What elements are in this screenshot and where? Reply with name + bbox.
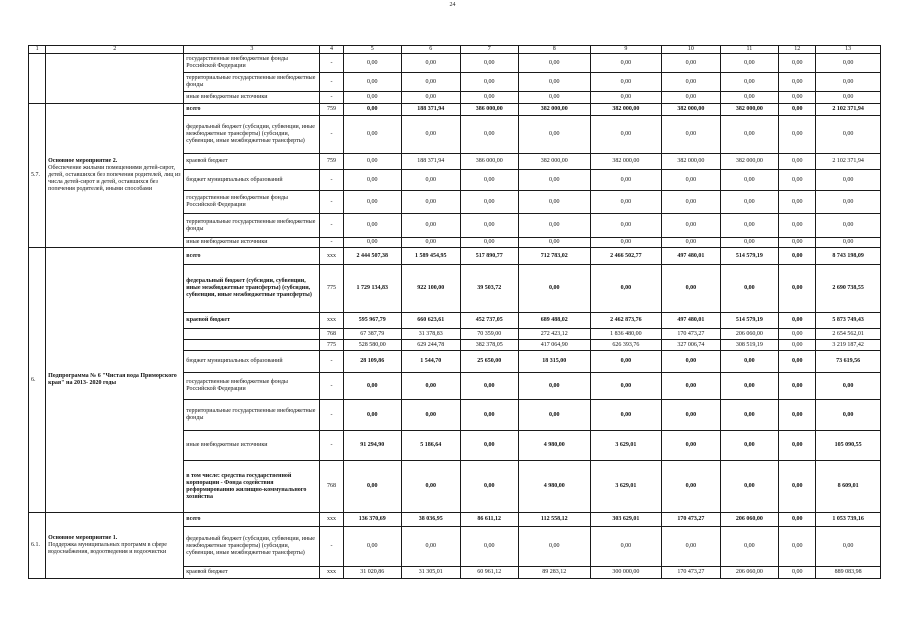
value-cell: 0,00 <box>779 92 816 104</box>
value-cell: 0,00 <box>662 431 720 461</box>
total-cell: 3 219 187,42 <box>816 340 881 351</box>
funding-source: федеральный бюджет (субсидии, субвенции, иные межбюджетные трансферты) (субсидии, субвенции, иные межбюджетные трансферты) <box>184 265 320 313</box>
value-cell: 1 729 134,83 <box>343 265 401 313</box>
total-cell: 2 654 562,01 <box>816 329 881 340</box>
value-cell: 0,00 <box>779 104 816 116</box>
funding-source: в том числе: средства государственной корпорации - Фонда содействия реформированию жилищно-коммунального хозяйства <box>184 461 320 513</box>
value-cell: 0,00 <box>779 238 816 248</box>
value-cell: 0,00 <box>662 373 720 400</box>
row-number-cell: 6. <box>29 248 46 513</box>
value-cell: 25 650,00 <box>460 351 518 373</box>
funding-source: федеральный бюджет (субсидии, субвенции, иные межбюджетные трансферты) (субсидии, субвенции, иные межбюджетные трансферты) <box>184 116 320 154</box>
code-cell: 768 <box>320 329 343 340</box>
value-cell: 382 000,00 <box>590 154 662 170</box>
value-cell: 0,00 <box>343 54 401 73</box>
code-cell: 775 <box>320 340 343 351</box>
value-cell: 0,00 <box>460 461 518 513</box>
program-title: Основное мероприятие 2. <box>48 158 118 164</box>
value-cell: 272 423,12 <box>518 329 590 340</box>
value-cell: 170 473,27 <box>662 567 720 579</box>
value-cell: 0,00 <box>590 238 662 248</box>
value-cell: 0,00 <box>460 54 518 73</box>
value-cell: 136 370,69 <box>343 513 401 527</box>
value-cell: 0,00 <box>518 214 590 238</box>
value-cell: 1 589 454,95 <box>402 248 460 265</box>
value-cell: 0,00 <box>590 54 662 73</box>
value-cell: 0,00 <box>343 92 401 104</box>
code-cell: - <box>320 373 343 400</box>
code-cell: - <box>320 54 343 73</box>
value-cell: 382 000,00 <box>720 104 778 116</box>
table-row <box>29 248 881 265</box>
header-cell: 1 <box>29 46 46 54</box>
value-cell: 327 006,74 <box>662 340 720 351</box>
table-row <box>29 104 881 116</box>
program-description: Поддержка муниципальных программ в сфере водоснабжения, водоотведения и водоочистки <box>48 542 167 555</box>
value-cell: 0,00 <box>343 170 401 191</box>
total-cell: 0,00 <box>816 191 881 214</box>
value-cell: 0,00 <box>343 461 401 513</box>
value-cell: 91 294,90 <box>343 431 401 461</box>
program-cell <box>46 104 184 248</box>
value-cell: 386 000,00 <box>460 104 518 116</box>
value-cell: 0,00 <box>779 567 816 579</box>
header-row <box>29 46 881 54</box>
value-cell: 0,00 <box>343 400 401 431</box>
value-cell: 0,00 <box>518 527 590 567</box>
value-cell: 517 890,77 <box>460 248 518 265</box>
value-cell: 0,00 <box>779 154 816 170</box>
total-cell: 0,00 <box>816 54 881 73</box>
value-cell: 0,00 <box>720 461 778 513</box>
code-cell: xxx <box>320 313 343 329</box>
value-cell: 188 371,94 <box>402 104 460 116</box>
value-cell: 18 315,00 <box>518 351 590 373</box>
value-cell: 303 629,01 <box>590 513 662 527</box>
value-cell: 0,00 <box>518 170 590 191</box>
value-cell: 0,00 <box>720 191 778 214</box>
value-cell: 922 100,00 <box>402 265 460 313</box>
code-cell: - <box>320 73 343 92</box>
total-cell: 0,00 <box>816 73 881 92</box>
value-cell: 0,00 <box>779 340 816 351</box>
value-cell: 0,00 <box>590 373 662 400</box>
code-cell: xxx <box>320 248 343 265</box>
total-cell: 73 619,56 <box>816 351 881 373</box>
value-cell: 0,00 <box>590 400 662 431</box>
value-cell: 0,00 <box>779 461 816 513</box>
funding-source: всего <box>184 104 320 116</box>
value-cell: 112 558,12 <box>518 513 590 527</box>
value-cell: 0,00 <box>720 54 778 73</box>
total-cell: 0,00 <box>816 373 881 400</box>
funding-source: иные внебюджетные источники <box>184 92 320 104</box>
value-cell: 0,00 <box>590 351 662 373</box>
value-cell: 0,00 <box>402 461 460 513</box>
funding-source: иные внебюджетные источники <box>184 238 320 248</box>
value-cell: 0,00 <box>720 116 778 154</box>
program-title: Основное мероприятие 1. <box>48 535 118 541</box>
value-cell: 0,00 <box>402 92 460 104</box>
total-cell: 0,00 <box>816 92 881 104</box>
value-cell: 0,00 <box>402 373 460 400</box>
value-cell: 2 444 507,38 <box>343 248 401 265</box>
value-cell: 0,00 <box>662 170 720 191</box>
row-number-cell <box>29 54 46 104</box>
total-cell: 2 102 371,94 <box>816 154 881 170</box>
value-cell: 0,00 <box>402 73 460 92</box>
value-cell: 0,00 <box>779 351 816 373</box>
code-cell: 759 <box>320 104 343 116</box>
total-cell: 1 053 739,16 <box>816 513 881 527</box>
value-cell: 382 000,00 <box>590 104 662 116</box>
value-cell: 0,00 <box>779 170 816 191</box>
value-cell: 1 836 480,00 <box>590 329 662 340</box>
value-cell: 0,00 <box>662 73 720 92</box>
value-cell: 0,00 <box>662 400 720 431</box>
value-cell: 0,00 <box>460 92 518 104</box>
header-cell: 11 <box>720 46 778 54</box>
value-cell: 3 629,01 <box>590 431 662 461</box>
code-cell: xxx <box>320 567 343 579</box>
value-cell: 0,00 <box>779 373 816 400</box>
funding-source: территориальные государственные внебюджетные фонды <box>184 400 320 431</box>
value-cell: 206 060,00 <box>720 513 778 527</box>
value-cell: 0,00 <box>662 265 720 313</box>
value-cell: 5 186,64 <box>402 431 460 461</box>
value-cell: 0,00 <box>779 73 816 92</box>
value-cell: 514 579,19 <box>720 248 778 265</box>
value-cell: 0,00 <box>343 191 401 214</box>
funding-source: краевой бюджет <box>184 567 320 579</box>
value-cell: 0,00 <box>518 116 590 154</box>
value-cell: 417 064,90 <box>518 340 590 351</box>
total-cell: 8 609,01 <box>816 461 881 513</box>
header-cell: 3 <box>184 46 320 54</box>
program-cell: Подпрограмма № 6 "Чистая вода Приморского края" на 2013- 2020 годы <box>46 248 184 513</box>
value-cell: 0,00 <box>343 238 401 248</box>
code-cell: - <box>320 214 343 238</box>
total-cell: 889 083,98 <box>816 567 881 579</box>
value-cell: 528 580,00 <box>343 340 401 351</box>
program-cell <box>46 513 184 579</box>
funding-source: государственные внебюджетные фонды Российской Федерации <box>184 191 320 214</box>
value-cell: 0,00 <box>343 373 401 400</box>
value-cell: 0,00 <box>779 214 816 238</box>
code-cell: - <box>320 527 343 567</box>
value-cell: 0,00 <box>590 116 662 154</box>
value-cell: 0,00 <box>779 191 816 214</box>
code-cell: - <box>320 431 343 461</box>
value-cell: 4 980,00 <box>518 461 590 513</box>
value-cell: 300 000,00 <box>590 567 662 579</box>
program-description: Обеспечение жилыми помещениями детей-сирот, детей, оставшихся без попечения родителей, лиц из числа детей-сирот и детей, оставшихся без попечения родителей, иными способами <box>48 165 181 192</box>
value-cell: 170 473,27 <box>662 513 720 527</box>
value-cell: 0,00 <box>779 527 816 567</box>
code-cell: - <box>320 116 343 154</box>
value-cell: 0,00 <box>402 238 460 248</box>
row-number-cell: 5.7. <box>29 104 46 248</box>
total-cell: 2 690 738,55 <box>816 265 881 313</box>
value-cell: 0,00 <box>590 265 662 313</box>
value-cell: 0,00 <box>460 116 518 154</box>
value-cell: 0,00 <box>343 214 401 238</box>
code-cell: 775 <box>320 265 343 313</box>
value-cell: 70 359,00 <box>460 329 518 340</box>
value-cell: 86 611,12 <box>460 513 518 527</box>
value-cell: 689 488,02 <box>518 313 590 329</box>
value-cell: 0,00 <box>402 170 460 191</box>
value-cell: 0,00 <box>460 191 518 214</box>
value-cell: 0,00 <box>662 191 720 214</box>
value-cell: 382 000,00 <box>720 154 778 170</box>
funding-source: иные внебюджетные источники <box>184 431 320 461</box>
value-cell: 382 378,05 <box>460 340 518 351</box>
value-cell: 206 060,00 <box>720 329 778 340</box>
value-cell: 38 036,95 <box>402 513 460 527</box>
value-cell: 0,00 <box>662 92 720 104</box>
header-cell: 5 <box>343 46 401 54</box>
value-cell: 0,00 <box>343 154 401 170</box>
value-cell: 0,00 <box>779 313 816 329</box>
funding-source: всего <box>184 248 320 265</box>
header-cell: 7 <box>460 46 518 54</box>
value-cell: 0,00 <box>662 238 720 248</box>
code-cell: - <box>320 170 343 191</box>
funding-source <box>184 329 320 340</box>
header-cell: 8 <box>518 46 590 54</box>
value-cell: 0,00 <box>662 116 720 154</box>
value-cell: 0,00 <box>460 73 518 92</box>
value-cell: 0,00 <box>518 54 590 73</box>
total-cell: 0,00 <box>816 527 881 567</box>
value-cell: 89 283,12 <box>518 567 590 579</box>
value-cell: 0,00 <box>460 527 518 567</box>
value-cell: 308 519,19 <box>720 340 778 351</box>
code-cell: xxx <box>320 513 343 527</box>
total-cell: 0,00 <box>816 116 881 154</box>
header-cell: 4 <box>320 46 343 54</box>
table-row <box>29 54 881 73</box>
value-cell: 0,00 <box>720 265 778 313</box>
value-cell: 0,00 <box>662 351 720 373</box>
value-cell: 0,00 <box>460 238 518 248</box>
funding-source: государственные внебюджетные фонды Российской Федерации <box>184 373 320 400</box>
value-cell: 0,00 <box>662 214 720 238</box>
total-cell: 105 090,55 <box>816 431 881 461</box>
value-cell: 382 000,00 <box>662 154 720 170</box>
funding-source: всего <box>184 513 320 527</box>
code-cell: - <box>320 351 343 373</box>
value-cell: 0,00 <box>720 238 778 248</box>
value-cell: 0,00 <box>590 527 662 567</box>
value-cell: 497 480,01 <box>662 313 720 329</box>
value-cell: 31 020,86 <box>343 567 401 579</box>
value-cell: 497 480,01 <box>662 248 720 265</box>
value-cell: 0,00 <box>662 527 720 567</box>
value-cell: 0,00 <box>720 431 778 461</box>
code-cell: - <box>320 238 343 248</box>
value-cell: 0,00 <box>720 527 778 567</box>
value-cell: 0,00 <box>662 54 720 73</box>
value-cell: 31 378,83 <box>402 329 460 340</box>
value-cell: 0,00 <box>779 513 816 527</box>
value-cell: 0,00 <box>460 373 518 400</box>
value-cell: 0,00 <box>518 191 590 214</box>
total-cell: 8 743 198,09 <box>816 248 881 265</box>
value-cell: 0,00 <box>343 104 401 116</box>
value-cell: 0,00 <box>779 116 816 154</box>
value-cell: 0,00 <box>460 214 518 238</box>
value-cell: 0,00 <box>779 248 816 265</box>
funding-source: бюджет муниципальных образований <box>184 170 320 191</box>
value-cell: 660 623,61 <box>402 313 460 329</box>
funding-source: государственные внебюджетные фонды Российской Федерации <box>184 54 320 73</box>
code-cell: - <box>320 400 343 431</box>
funding-source: бюджет муниципальных образований <box>184 351 320 373</box>
value-cell: 0,00 <box>779 329 816 340</box>
funding-source: территориальные государственные внебюджетные фонды <box>184 73 320 92</box>
page-number: 24 <box>449 2 456 8</box>
value-cell: 4 980,00 <box>518 431 590 461</box>
table-row <box>29 513 881 527</box>
funding-source: краевой бюджет <box>184 313 320 329</box>
value-cell: 382 000,00 <box>518 154 590 170</box>
value-cell: 0,00 <box>590 214 662 238</box>
funding-source: территориальные государственные внебюджетные фонды <box>184 214 320 238</box>
value-cell: 31 305,01 <box>402 567 460 579</box>
value-cell: 67 387,79 <box>343 329 401 340</box>
value-cell: 0,00 <box>343 527 401 567</box>
value-cell: 452 737,05 <box>460 313 518 329</box>
total-cell: 0,00 <box>816 214 881 238</box>
value-cell: 2 466 502,77 <box>590 248 662 265</box>
value-cell: 514 579,19 <box>720 313 778 329</box>
total-cell: 0,00 <box>816 400 881 431</box>
value-cell: 206 060,00 <box>720 567 778 579</box>
value-cell: 188 371,94 <box>402 154 460 170</box>
total-cell: 0,00 <box>816 170 881 191</box>
value-cell: 0,00 <box>402 400 460 431</box>
value-cell: 2 462 873,76 <box>590 313 662 329</box>
value-cell: 382 000,00 <box>518 104 590 116</box>
value-cell: 629 244,78 <box>402 340 460 351</box>
header-cell: 12 <box>779 46 816 54</box>
value-cell: 0,00 <box>518 265 590 313</box>
header-cell: 10 <box>662 46 720 54</box>
value-cell: 1 544,70 <box>402 351 460 373</box>
value-cell: 0,00 <box>518 238 590 248</box>
value-cell: 0,00 <box>518 373 590 400</box>
header-cell: 2 <box>46 46 184 54</box>
value-cell: 0,00 <box>590 73 662 92</box>
value-cell: 0,00 <box>518 73 590 92</box>
code-cell: - <box>320 92 343 104</box>
value-cell: 0,00 <box>343 73 401 92</box>
funding-source <box>184 340 320 351</box>
value-cell: 0,00 <box>460 170 518 191</box>
value-cell: 0,00 <box>779 265 816 313</box>
value-cell: 0,00 <box>779 54 816 73</box>
value-cell: 0,00 <box>402 54 460 73</box>
value-cell: 0,00 <box>720 400 778 431</box>
header-cell: 13 <box>816 46 881 54</box>
total-cell: 0,00 <box>816 238 881 248</box>
value-cell: 382 000,00 <box>662 104 720 116</box>
value-cell: 0,00 <box>720 214 778 238</box>
value-cell: 0,00 <box>720 92 778 104</box>
header-cell: 9 <box>590 46 662 54</box>
value-cell: 0,00 <box>779 400 816 431</box>
value-cell: 0,00 <box>402 116 460 154</box>
value-cell: 60 961,12 <box>460 567 518 579</box>
value-cell: 0,00 <box>402 191 460 214</box>
code-cell: 759 <box>320 154 343 170</box>
value-cell: 0,00 <box>590 92 662 104</box>
value-cell: 0,00 <box>720 170 778 191</box>
row-number-cell: 6.1. <box>29 513 46 579</box>
value-cell: 0,00 <box>460 431 518 461</box>
value-cell: 0,00 <box>460 400 518 431</box>
value-cell: 0,00 <box>720 373 778 400</box>
code-cell: - <box>320 191 343 214</box>
header-cell: 6 <box>402 46 460 54</box>
value-cell: 386 000,00 <box>460 154 518 170</box>
value-cell: 0,00 <box>720 73 778 92</box>
value-cell: 712 783,02 <box>518 248 590 265</box>
budget-table <box>28 45 881 579</box>
value-cell: 0,00 <box>662 461 720 513</box>
value-cell: 0,00 <box>779 431 816 461</box>
value-cell: 0,00 <box>720 351 778 373</box>
value-cell: 3 629,01 <box>590 461 662 513</box>
value-cell: 28 109,86 <box>343 351 401 373</box>
total-cell: 5 873 749,43 <box>816 313 881 329</box>
value-cell: 0,00 <box>343 116 401 154</box>
value-cell: 0,00 <box>518 400 590 431</box>
value-cell: 0,00 <box>590 191 662 214</box>
value-cell: 595 967,79 <box>343 313 401 329</box>
value-cell: 0,00 <box>518 92 590 104</box>
value-cell: 0,00 <box>402 527 460 567</box>
program-cell <box>46 54 184 104</box>
value-cell: 170 473,27 <box>662 329 720 340</box>
value-cell: 39 503,72 <box>460 265 518 313</box>
funding-source: федеральный бюджет (субсидии, субвенции, иные межбюджетные трансферты) (субсидии, субвенции, иные межбюджетные трансферты) <box>184 527 320 567</box>
value-cell: 0,00 <box>402 214 460 238</box>
value-cell: 626 393,76 <box>590 340 662 351</box>
funding-source: краевой бюджет <box>184 154 320 170</box>
value-cell: 0,00 <box>590 170 662 191</box>
code-cell: 768 <box>320 461 343 513</box>
total-cell: 2 102 371,94 <box>816 104 881 116</box>
